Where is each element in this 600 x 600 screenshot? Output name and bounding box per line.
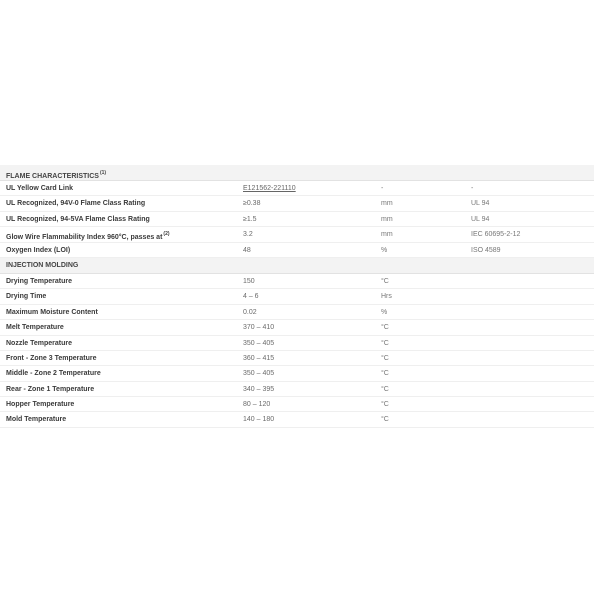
table-row <box>0 351 594 366</box>
property-label: Drying Temperature <box>6 277 72 285</box>
property-label: Oxygen Index (LOI) <box>6 246 71 254</box>
unit-cell: °C <box>381 370 389 378</box>
section-title: FLAME CHARACTERISTICS <box>6 173 99 180</box>
value-cell: 360 – 415 <box>243 354 275 362</box>
value-cell: 350 – 405 <box>243 339 275 347</box>
table-row <box>0 181 594 196</box>
unit-cell: °C <box>381 416 389 424</box>
property-label: Glow Wire Flammability Index 960°C, passes $at^{(2)}$ <box>6 231 170 242</box>
unit-cell: mm <box>381 215 393 223</box>
unit-cell: °C <box>381 324 389 332</box>
unit-cell: °C <box>381 339 389 347</box>
property-label: Melt Temperature <box>6 324 64 332</box>
value-cell: 150 <box>243 277 255 285</box>
table-row <box>0 412 594 427</box>
unit-cell: °C <box>381 401 389 409</box>
table-row <box>0 366 594 381</box>
property-label: Middle - Zone 2 Temperature <box>6 370 101 378</box>
table-row <box>0 336 594 351</box>
property-label: Hopper Temperature <box>6 401 75 409</box>
property-label: Front - Zone 3 Temperature <box>6 354 97 362</box>
value-cell: ≥1.5 <box>243 215 257 223</box>
section-title: INJECTION MOLDING <box>6 261 79 269</box>
unit-cell: - <box>381 185 384 192</box>
value-cell: 350 – 405 <box>243 370 275 378</box>
footnote-marker: (2) <box>163 231 170 238</box>
unit-cell: mm <box>381 200 393 208</box>
unit-cell: °C <box>381 277 389 285</box>
value-cell: 140 – 180 <box>243 416 275 424</box>
table-row <box>0 305 594 320</box>
property-label: Maximum Moisture Content <box>6 308 98 316</box>
table-row <box>0 289 594 304</box>
unit-cell: Hrs <box>381 293 392 301</box>
value-cell: 3.2 <box>243 231 253 239</box>
footnote-marker: (1) <box>99 170 107 176</box>
property-label: Nozzle Temperature <box>6 339 72 347</box>
value-cell: 4 – 6 <box>243 293 259 301</box>
table-row <box>0 397 594 412</box>
test-method-cell: UL 94 <box>471 200 490 208</box>
table-row <box>0 227 594 242</box>
section-header-injection-molding <box>0 258 594 274</box>
test-method-cell: - <box>471 185 474 192</box>
value-cell: ≥0.38 <box>243 200 261 208</box>
section-header-flame-characteristics <box>0 165 594 181</box>
value-cell: 0.02 <box>243 308 257 316</box>
table-row <box>0 382 594 397</box>
value-cell: 80 – 120 <box>243 401 271 409</box>
table-row <box>0 243 594 258</box>
unit-cell: % <box>381 308 388 316</box>
unit-cell: % <box>381 246 388 254</box>
property-label: UL Recognized, 94V-0 Flame Class Rating <box>6 200 146 208</box>
test-method-cell: IEC 60695-2-12 <box>471 231 521 239</box>
value-cell: 340 – 395 <box>243 385 275 393</box>
property-label: Rear - Zone 1 Temperature <box>6 385 95 393</box>
test-method-cell: ISO 4589 <box>471 246 501 254</box>
ul-yellow-card-link[interactable]: E121562-221110 <box>243 185 296 192</box>
table-row <box>0 196 594 211</box>
properties-table <box>0 165 594 428</box>
property-label: UL Recognized, 94-5VA Flame Class Rating <box>6 215 150 223</box>
table-row <box>0 212 594 227</box>
property-label: UL Yellow Card Link <box>6 185 74 192</box>
test-method-cell: UL 94 <box>471 215 490 223</box>
table-row <box>0 320 594 335</box>
table-row <box>0 274 594 289</box>
property-label: Mold Temperature <box>6 416 67 424</box>
value-cell: 48 <box>243 246 251 254</box>
unit-cell: °C <box>381 385 389 393</box>
unit-cell: °C <box>381 354 389 362</box>
property-label: Drying Time <box>6 293 47 301</box>
unit-cell: mm <box>381 231 393 239</box>
value-cell: 370 – 410 <box>243 324 275 332</box>
